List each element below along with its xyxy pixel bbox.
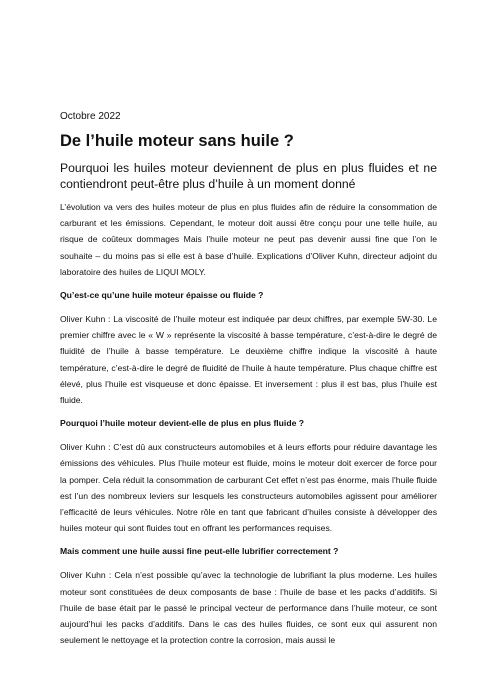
section-paragraph: Oliver Kuhn : Cela n’est possible qu’avec la technologie de lubrifiant la plus moderne. Les huiles moteur sont constituées de deux composants de base : l’huile de base et les packs d’additifs. Si l’huile de base était par le passé le principal vecteur de performance dans l’huile moteur, ce sont aujourd’hui les packs d’additifs. Dans le cas des huiles fluides, ce sont eux qui assurent non seulement le nettoyage et la protection contre la corrosion, mais aussi le [60, 570, 437, 646]
document-title: De l’huile moteur sans huile ? [60, 132, 294, 150]
document-body [60, 199, 437, 658]
section-heading: Pourquoi l’huile moteur devient-elle de plus en plus fluide ? [60, 418, 304, 429]
section-paragraph: Oliver Kuhn : C’est dû aux constructeurs automobiles et à leurs efforts pour réduire davantage les émissions des véhicules. Plus l’huile moteur est fluide, moins le moteur doit exercer de force pour la pomper. Cela réduit la consommation de carburant Cet effet n’est pas énorme, mais l’huile fluide est l’un des nombreux leviers sur lesquels les constructeurs automobiles agissent pour améliorer l’efficacité de leurs véhicules. Notre rôle en tant que fabricant d’huiles consiste à développer des huiles moteur qui sont fluides tout en offrant les performances requises. [60, 442, 437, 534]
section-heading: Mais comment une huile aussi fine peut-elle lubrifier correctement ? [60, 546, 339, 557]
intro-paragraph: L’évolution va vers des huiles moteur de plus en plus fluides afin de réduire la consommation de carburant et les émissions. Cependant, le moteur doit aussi être conçu pour une telle huile, au risque de coûteux dommages Mais l’huile moteur ne peut pas devenir aussi fine que l’on le souhaite – du moins pas si elle est à base d’huile. Explications d’Oliver Kuhn, directeur adjoint du laboratoire des huiles de LIQUI MOLY. [60, 202, 437, 277]
document-date: Octobre 2022 [60, 111, 121, 122]
section-paragraph: Oliver Kuhn : La viscosité de l’huile moteur est indiquée par deux chiffres, par exemple 5W-30. Le premier chiffre avec le « W » représente la viscosité à basse température, c’est-à-dire le degré de fluidité de l’huile à basse température. Le deuxième chiffre indique la viscosité à haute température, c’est-à-dire le degré de fluidité de l’huile à haute température. Plus chaque chiffre est élevé, plus l’huile est visqueuse et donc épaisse. Et inversement : plus il est bas, plus l’huile est fluide. [60, 314, 437, 406]
section-heading: Qu’est-ce qu’une huile moteur épaisse ou fluide ? [60, 290, 264, 301]
document-subtitle: Pourquoi les huiles moteur deviennent de plus en plus fluides et ne contiendront peut-être plus d’huile à un moment donné [60, 161, 437, 191]
